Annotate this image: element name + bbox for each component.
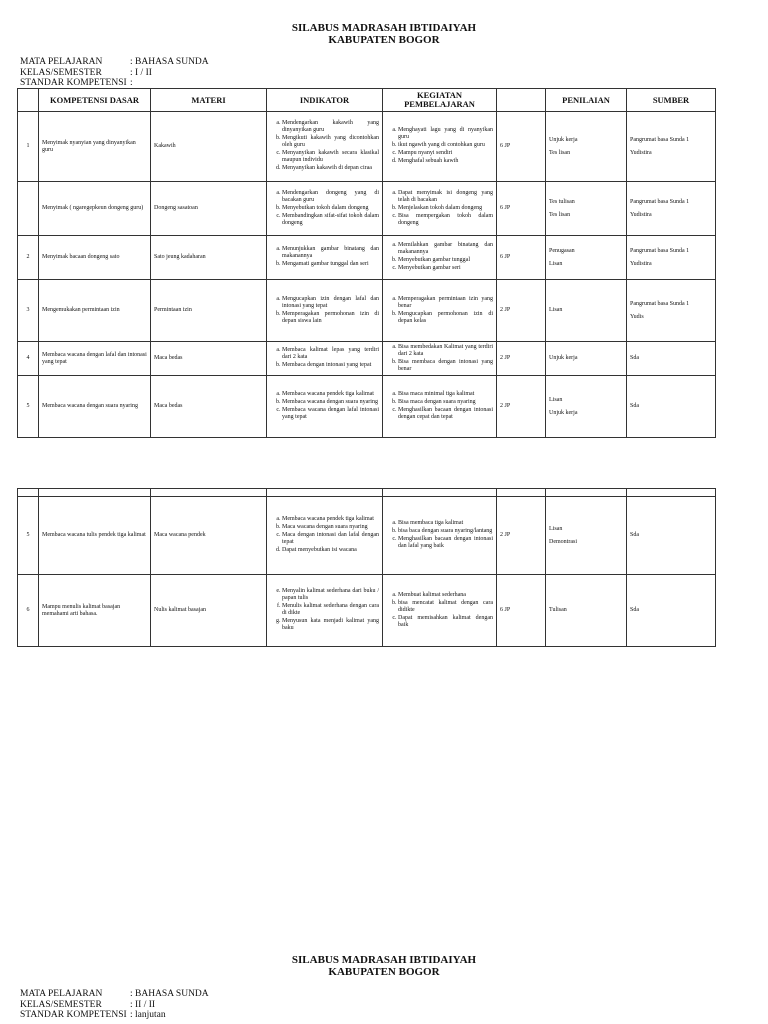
time-allocation-cell: 6 JP: [497, 112, 546, 182]
penilaian-cell: [546, 342, 627, 376]
materi-cell: Nulis kalimat basajan: [151, 575, 267, 647]
kegiatan-item: c. Dapat memisahkan kalimat dengan baik: [398, 615, 493, 629]
kegiatan-list: [386, 242, 493, 272]
penilaian-item: Lisan: [549, 396, 563, 403]
meta-value: : BAHASA SUNDA: [130, 989, 209, 999]
kegiatan-cell: [383, 376, 497, 438]
page-subtitle: KABUPATEN BOGOR: [328, 34, 440, 46]
indikator-cell: [267, 280, 383, 342]
sumber-item: Pangrumat basa Sunda 1: [630, 136, 690, 143]
materi-cell: Sato jeung kadaharan: [151, 236, 267, 280]
penilaian-item: Lisan: [549, 307, 563, 313]
sumber-cell: [627, 112, 716, 182]
indikator-item: b. Maca wacana dengan suara nyaring: [282, 524, 379, 531]
indikator-item: a. Mendengarkan dongeng yang di bacakan guru: [282, 190, 379, 204]
kegiatan-item: a. Memilahkan gambar binatang dan makanannya: [398, 242, 493, 256]
kegiatan-item: a. Bisa membedakan Kalimat yang terdiri dari 2 kata: [398, 344, 493, 358]
empty-cell: [627, 489, 716, 497]
meta-value: : II / II: [130, 999, 156, 1010]
indikator-item: a. Membaca kalimat lepas yang terdiri dari 2 kata: [282, 347, 379, 361]
kegiatan-cell: [383, 112, 497, 182]
table-row: [18, 497, 716, 575]
sumber-item: Sda: [630, 403, 639, 409]
penilaian-item: Penugasan: [549, 247, 575, 254]
indikator-cell: [267, 236, 383, 280]
indikator-item: c. Membaca wacana dengan lafal intonasi yang tepat: [282, 407, 379, 421]
column-header: INDIKATOR: [267, 89, 383, 112]
penilaian-item: Unjuk kerja: [549, 355, 578, 361]
indikator-item: e. Menyalin kalimat sederhana dari buku / papan tulis: [282, 588, 379, 602]
meta-row: [20, 57, 209, 68]
sumber-item: Sda: [630, 607, 639, 613]
table-row: [18, 342, 716, 376]
kompetensi-dasar-cell: Menyimak ( ngaregepkeun dongeng guru): [39, 182, 151, 236]
penilaian-item: Tes tulisan: [549, 198, 575, 205]
kegiatan-item: a. Menghayati lagu yang di nyanyikan guru: [398, 127, 493, 141]
page-title: SILABUS MADRASAH IBTIDAIYAH: [291, 954, 477, 966]
kegiatan-item: b. ikut ngawih yang di contohkan guru: [398, 142, 493, 149]
kegiatan-list: [386, 127, 493, 165]
indikator-item: c. Membandingkan sifat-sifat tokoh dalam dongeng: [282, 213, 379, 227]
column-header: MATERI: [151, 89, 267, 112]
kegiatan-item: b. Mengucapkan permohonan izin di depan kelas: [398, 311, 493, 325]
sumber-item: Yudistira: [630, 149, 652, 156]
indikator-item: f. Menulis kalimat sederhana dengan cara di dikte: [282, 603, 379, 617]
materi-cell: Kakawih: [151, 112, 267, 182]
sumber-item: Pangrumat basa Sunda 1: [630, 300, 690, 307]
indikator-item: d. Menyanyikan kakawih di depan ciraa: [282, 165, 379, 172]
materi-cell: Maca bedas: [151, 342, 267, 376]
kegiatan-item: a. Bisa maca minimal tiga kalimat: [398, 391, 493, 398]
indikator-list: [270, 391, 379, 421]
kegiatan-cell: [383, 342, 497, 376]
row-number-cell: [18, 182, 39, 236]
meta-label: STANDAR KOMPETENSI: [20, 78, 127, 88]
time-allocation-cell: 6 JP: [497, 182, 546, 236]
time-allocation-cell: 2 JP: [497, 280, 546, 342]
kegiatan-list: [386, 344, 493, 373]
row-number-cell: 2: [18, 236, 39, 280]
meta-value: : I / II: [130, 67, 152, 78]
syllabus-meta: [20, 57, 209, 89]
penilaian-cell: [546, 280, 627, 342]
penilaian-cell: [546, 182, 627, 236]
time-allocation-cell: 2 JP: [497, 497, 546, 575]
meta-label: MATA PELAJARAN: [20, 989, 103, 999]
indikator-item: b. Mengamati gambar tunggal dan seri: [282, 261, 379, 268]
penilaian-item: Unjuk kerja: [549, 136, 578, 143]
penilaian-item: Lisan: [549, 525, 563, 532]
indikator-item: a. Mendengarkan kakawih yang dinyanyikan guru: [282, 120, 379, 134]
indikator-cell: [267, 112, 383, 182]
time-allocation-cell: 6 JP: [497, 575, 546, 647]
meta-row: [20, 68, 209, 79]
penilaian-item: Tes lisan: [549, 211, 571, 218]
penilaian-item: Lisan: [549, 260, 563, 267]
kegiatan-cell: [383, 236, 497, 280]
kegiatan-item: b. Menyebutkan gambar tunggal: [398, 257, 493, 264]
penilaian-cell: [546, 575, 627, 647]
indikator-list: [270, 120, 379, 172]
kegiatan-list: [386, 190, 493, 227]
kegiatan-item: a. Membuat kalimat sederhana: [398, 592, 493, 599]
kegiatan-list: [386, 296, 493, 325]
kegiatan-item: c. Bisa mempergakan tokoh dalam dongeng: [398, 213, 493, 227]
column-header: KEGIATAN PEMBELAJARAN: [383, 89, 497, 112]
kompetensi-dasar-cell: Menyimak bacaan dongeng sato: [39, 236, 151, 280]
kegiatan-list: [386, 391, 493, 421]
indikator-item: a. Menunjukkan gambar binatang dan makanannya: [282, 246, 379, 260]
sumber-item: Yudistira: [630, 211, 652, 218]
indikator-list: [270, 190, 379, 227]
kegiatan-cell: [383, 575, 497, 647]
time-allocation-cell: 2 JP: [497, 376, 546, 438]
column-header: PENILAIAN: [546, 89, 627, 112]
kompetensi-dasar-cell: Menyimak nyanyian yang dinyanyikan guru: [39, 112, 151, 182]
kompetensi-dasar-cell: Membaca wacana dengan suara nyaring: [39, 376, 151, 438]
kompetensi-dasar-cell: Membaca wacana dengan lafal dan intonasi yang tepat: [39, 342, 151, 376]
page-title: SILABUS MADRASAH IBTIDAIYAH: [291, 22, 477, 34]
kompetensi-dasar-cell: Mampu menulis kalimat basajan memahami arti bahasa.: [39, 575, 151, 647]
indikator-cell: [267, 575, 383, 647]
table-header-row: [18, 89, 716, 112]
table-row: [18, 236, 716, 280]
kegiatan-item: c. Menghasilkan bacaan dengan intonasi dan lafal yang baik: [398, 536, 493, 550]
meta-label: MATA PELAJARAN: [20, 57, 103, 67]
empty-cell: [151, 489, 267, 497]
indikator-item: a. Mengucapkan izin dengan lafal dan intonasi yang tepat: [282, 296, 379, 310]
indikator-cell: [267, 497, 383, 575]
penilaian-cell: [546, 376, 627, 438]
kegiatan-item: b. bisa baca dengan suara nyaring/lantang: [398, 528, 493, 535]
syllabus-table-continued: [17, 488, 716, 647]
table-row: [18, 182, 716, 236]
sumber-cell: [627, 376, 716, 438]
row-number-cell: 5: [18, 376, 39, 438]
empty-cell: [497, 489, 546, 497]
syllabus-table: [17, 88, 716, 438]
indikator-list: [270, 347, 379, 369]
row-number-cell: 1: [18, 112, 39, 182]
meta-row: [20, 1000, 209, 1011]
indikator-item: b. Memperagakan permohonan izin di depan siswa lain: [282, 311, 379, 325]
materi-cell: Maca wacana pendek: [151, 497, 267, 575]
kegiatan-item: c. Mampu nyanyi sendiri: [398, 150, 493, 157]
sumber-cell: [627, 280, 716, 342]
penilaian-item: Unjuk kerja: [549, 409, 578, 416]
penilaian-item: Demontrasi: [549, 538, 577, 545]
row-number-cell: 4: [18, 342, 39, 376]
meta-row: [20, 78, 209, 89]
indikator-list: [270, 296, 379, 325]
kompetensi-dasar-cell: Membaca wacana tulis pendek tiga kalimat: [39, 497, 151, 575]
time-allocation-cell: 2 JP: [497, 342, 546, 376]
sumber-cell: [627, 182, 716, 236]
meta-label: STANDAR KOMPETENSI: [20, 1010, 127, 1020]
kegiatan-cell: [383, 280, 497, 342]
sumber-cell: [627, 342, 716, 376]
time-allocation-cell: 6 JP: [497, 236, 546, 280]
sumber-item: Pangrumat basa Sunda 1: [630, 198, 690, 205]
indikator-item: b. Menyebutkan tokoh dalam dongeng: [282, 205, 379, 212]
kompetensi-dasar-cell: Mengemukakan permintaan izin: [39, 280, 151, 342]
sumber-cell: [627, 575, 716, 647]
indikator-item: a. Membaca wacana pendek tiga kalimat: [282, 391, 379, 398]
row-number-cell: 6: [18, 575, 39, 647]
kegiatan-cell: [383, 182, 497, 236]
kegiatan-item: c. Menghasilkan bacaan dengan intonasi dengan cepat dan tepat: [398, 407, 493, 421]
indikator-list: [270, 246, 379, 268]
indikator-item: a. Membaca wacana pendek tiga kalimat: [282, 516, 379, 523]
table-row: [18, 280, 716, 342]
sumber-item: Sda: [630, 355, 639, 361]
column-header: [497, 89, 546, 112]
kegiatan-list: [386, 520, 493, 550]
empty-cell: [39, 489, 151, 497]
sumber-cell: [627, 236, 716, 280]
penilaian-cell: [546, 236, 627, 280]
column-header: KOMPETENSI DASAR: [39, 89, 151, 112]
meta-value: : lanjutan: [130, 1010, 166, 1020]
table-row: [18, 376, 716, 438]
kegiatan-item: b. bisa mencatat kalimat dengan cara didikte: [398, 600, 493, 614]
kegiatan-item: b. Bisa membaca dengan intonasi yang benar: [398, 359, 493, 373]
meta-row: [20, 989, 209, 1000]
kegiatan-item: a. Dapat menyimak isi dongeng yang telah di bacakan: [398, 190, 493, 204]
kegiatan-item: b. Bisa maca dengan suara nyaring: [398, 399, 493, 406]
row-number-cell: 3: [18, 280, 39, 342]
column-header: [18, 89, 39, 112]
meta-row: [20, 1010, 209, 1021]
penilaian-item: Tes lisan: [549, 149, 571, 156]
syllabus-meta: [20, 989, 209, 1021]
indikator-item: b. Membaca wacana dengan suara nyaring: [282, 399, 379, 406]
sumber-item: Sda: [630, 532, 639, 538]
kegiatan-item: d. Menghafal sebuah kawih: [398, 158, 493, 165]
indikator-item: d. Dapat menyebutkan isi wacana: [282, 547, 379, 554]
indikator-item: b. Membaca dengan intonasi yang tepat: [282, 362, 379, 369]
sumber-cell: [627, 497, 716, 575]
indikator-cell: [267, 376, 383, 438]
meta-label: KELAS/SEMESTER: [20, 999, 102, 1010]
penilaian-cell: [546, 112, 627, 182]
column-header: SUMBER: [627, 89, 716, 112]
kegiatan-cell: [383, 497, 497, 575]
empty-cell: [18, 489, 39, 497]
indikator-cell: [267, 342, 383, 376]
materi-cell: Maca bedas: [151, 376, 267, 438]
indikator-item: c. Maca dengan intonasi dan lafal dengan tepat: [282, 532, 379, 546]
page-subtitle: KABUPATEN BOGOR: [328, 966, 440, 978]
materi-cell: Permintaan izin: [151, 280, 267, 342]
indikator-cell: [267, 182, 383, 236]
sumber-item: Pangrumat basa Sunda 1: [630, 247, 690, 254]
materi-cell: Dongeng sasatoan: [151, 182, 267, 236]
sumber-item: Yudistira: [630, 260, 652, 267]
sumber-item: Yudis: [630, 313, 644, 320]
kegiatan-item: a. Bisa membaca tiga kalimat: [398, 520, 493, 527]
empty-cell: [267, 489, 383, 497]
meta-value: :: [130, 78, 133, 88]
indikator-item: g. Menyusun kata menjadi kalimat yang baku: [282, 618, 379, 632]
table-row: [18, 112, 716, 182]
indikator-item: b. Mengikuti kakawih yang dicontohkan oleh guru: [282, 135, 379, 149]
kegiatan-list: [386, 592, 493, 629]
penilaian-item: Tulisan: [549, 607, 567, 613]
empty-cell: [383, 489, 497, 497]
indikator-item: c. Menyanyikan kakawih secara klasikal maupun individu: [282, 150, 379, 164]
kegiatan-item: b. Menjelaskan tokoh dalam dongeng: [398, 205, 493, 212]
row-number-cell: 5: [18, 497, 39, 575]
meta-value: : BAHASA SUNDA: [130, 57, 209, 67]
indikator-list: [270, 516, 379, 554]
kegiatan-item: c. Menyebutkan gambar seri: [398, 265, 493, 272]
kegiatan-item: a. Memperagakan permintaan izin yang benar: [398, 296, 493, 310]
meta-label: KELAS/SEMESTER: [20, 67, 102, 78]
indikator-list: [270, 588, 379, 632]
penilaian-cell: [546, 497, 627, 575]
empty-cell: [546, 489, 627, 497]
table-header-row: [18, 489, 716, 497]
table-row: [18, 575, 716, 647]
